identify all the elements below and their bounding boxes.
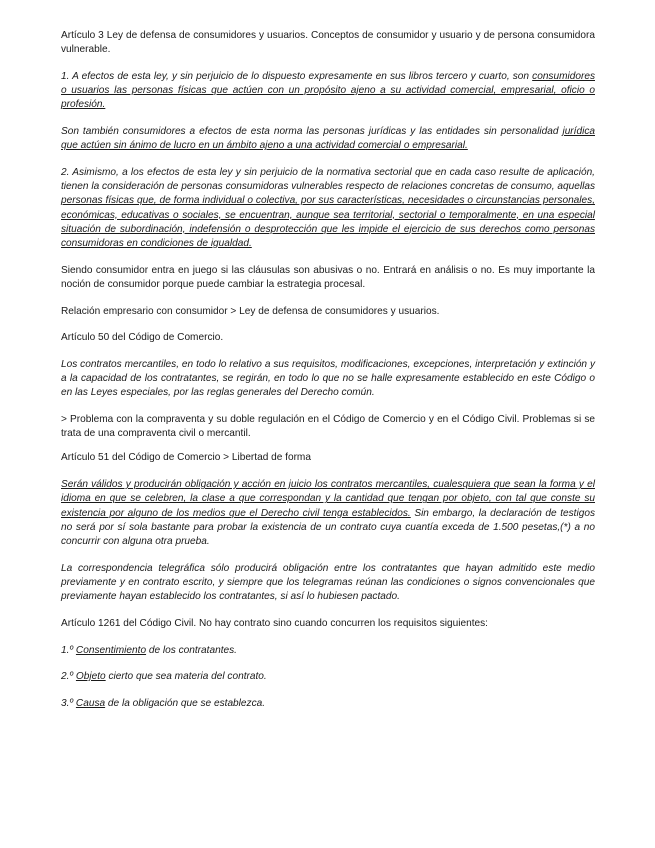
text-segment: cierto que sea materia del contrato. bbox=[105, 671, 267, 683]
art51-heading bbox=[61, 451, 595, 465]
note-consumidor bbox=[61, 264, 595, 292]
text-segment: 2. Asimismo, a los efectos de esta ley y sin perjuicio de la normativa sectorial que en cada caso resulte de aplicación, tienen la consideración de personas consumidoras vulnerables respecto de relaciones concretas de consumo, aquellas bbox=[61, 166, 595, 193]
underlined-segment: Consentimiento bbox=[75, 644, 147, 656]
text-segment: Artículo 50 del Código de Comercio. bbox=[61, 332, 224, 344]
art51-paragraph-1 bbox=[61, 478, 595, 549]
text-segment: Siendo consumidor entra en juego si las cláusulas son abusivas o no. Entrará en análisis o no. Es muy importante la noción de consumidor porque puede cambiar la estrategia procesal. bbox=[61, 264, 595, 290]
text-segment: Artículo 1261 del Código Civil. No hay contrato sino cuando concurren los requisitos siguientes: bbox=[61, 617, 488, 629]
text-segment: Son también consumidores a efectos de esta norma las personas jurídicas y las entidades sin personalidad bbox=[61, 126, 563, 138]
art50-text bbox=[61, 358, 595, 401]
text-segment: Relación empresario con consumidor > Ley de defensa de consumidores y usuarios. bbox=[61, 305, 440, 317]
text-segment: Sin embargo, la declaración de testigos no será por sí sola bastante para probar la existencia de un contrato cuya cuantía exceda de 1.500 pesetas,(*) a no concurrir con alguna otra prueba. bbox=[61, 507, 595, 547]
art3-heading bbox=[61, 29, 595, 57]
text-segment: Artículo 51 del Código de Comercio > Libertad de forma bbox=[61, 452, 311, 464]
art1261-heading bbox=[61, 617, 595, 631]
text-segment: 1.º bbox=[61, 644, 76, 656]
text-segment: La correspondencia telegráfica sólo producirá obligación entre los contratantes que hayan admitido este medio previamente y en contrato escrito, y siempre que los telegramas reúnan las condiciones o signos convencionales que previamente hayan establecido los contratantes, si así lo hubiesen pactado. bbox=[61, 562, 595, 603]
underlined-segment: consumidores o usuarios las personas físicas que actúen con un propósito ajeno a su actividad comercial, empresarial, oficio o profesión. bbox=[61, 70, 595, 111]
art51-paragraph-2 bbox=[61, 562, 595, 605]
text-segment: 1. A efectos de esta ley, y sin perjuicio de lo dispuesto expresamente en sus libros tercero y cuarto, son bbox=[61, 70, 533, 82]
note-compraventa bbox=[61, 413, 595, 441]
requirement-causa bbox=[61, 697, 595, 711]
requirement-consentimiento bbox=[61, 644, 595, 658]
art3-paragraph-2 bbox=[61, 125, 595, 153]
underlined-segment: Serán válidos y producirán obligación y acción en juicio los contratos mercantiles, cualesquiera que sean la forma y el idioma en que se celebren, la clase a que correspondan y la cantidad que tengan por objeto, con tal que conste su existencia por alguno de los medios que el Derecho civil tenga establecidos. bbox=[61, 479, 595, 519]
underlined-segment: jurídica que actúen sin ánimo de lucro en un ámbito ajeno a una actividad comercial o empresarial. bbox=[61, 126, 595, 152]
underlined-segment: Causa bbox=[75, 697, 106, 709]
requirement-objeto bbox=[61, 670, 595, 684]
underlined-segment: personas físicas que, de forma individual o colectiva, por sus características, necesidades o circunstancias personales, económicas, educativas o sociales, se encuentran, aunque sea territorial, sectorial o temporalmente, en una especial situación de subordinación, indefensión o desprotección que les impide el ejercicio de sus derechos como personas consumidoras en condiciones de igualdad. bbox=[61, 195, 595, 249]
text-segment: > Problema con la compraventa y su doble regulación en el Código de Comercio y en el Código Civil. Problemas si se trata de una compraventa civil o mercantil. bbox=[61, 414, 595, 440]
art3-paragraph-1 bbox=[61, 70, 595, 113]
art3-paragraph-3 bbox=[61, 166, 595, 251]
art50-heading bbox=[61, 331, 595, 345]
text-segment: 3.º bbox=[61, 697, 76, 709]
text-segment: 2.º bbox=[61, 671, 76, 683]
text-segment: Los contratos mercantiles, en todo lo relativo a sus requisitos, modificaciones, excepciones, interpretación y extinción y a la capacidad de los contratantes, se regirán, en todo lo que no se halle expresamente establecido en este Código o en las Leyes especiales, por las reglas generales del Derecho común. bbox=[61, 358, 595, 399]
relacion-line bbox=[61, 305, 595, 319]
text-segment: de la obligación que se establezca. bbox=[105, 697, 266, 709]
underlined-segment: Objeto bbox=[75, 671, 106, 683]
text-segment: de los contratantes. bbox=[146, 644, 237, 656]
text-segment: Artículo 3 Ley de defensa de consumidores y usuarios. Conceptos de consumidor y usuario y de persona consumidora vulnerable. bbox=[61, 30, 595, 56]
